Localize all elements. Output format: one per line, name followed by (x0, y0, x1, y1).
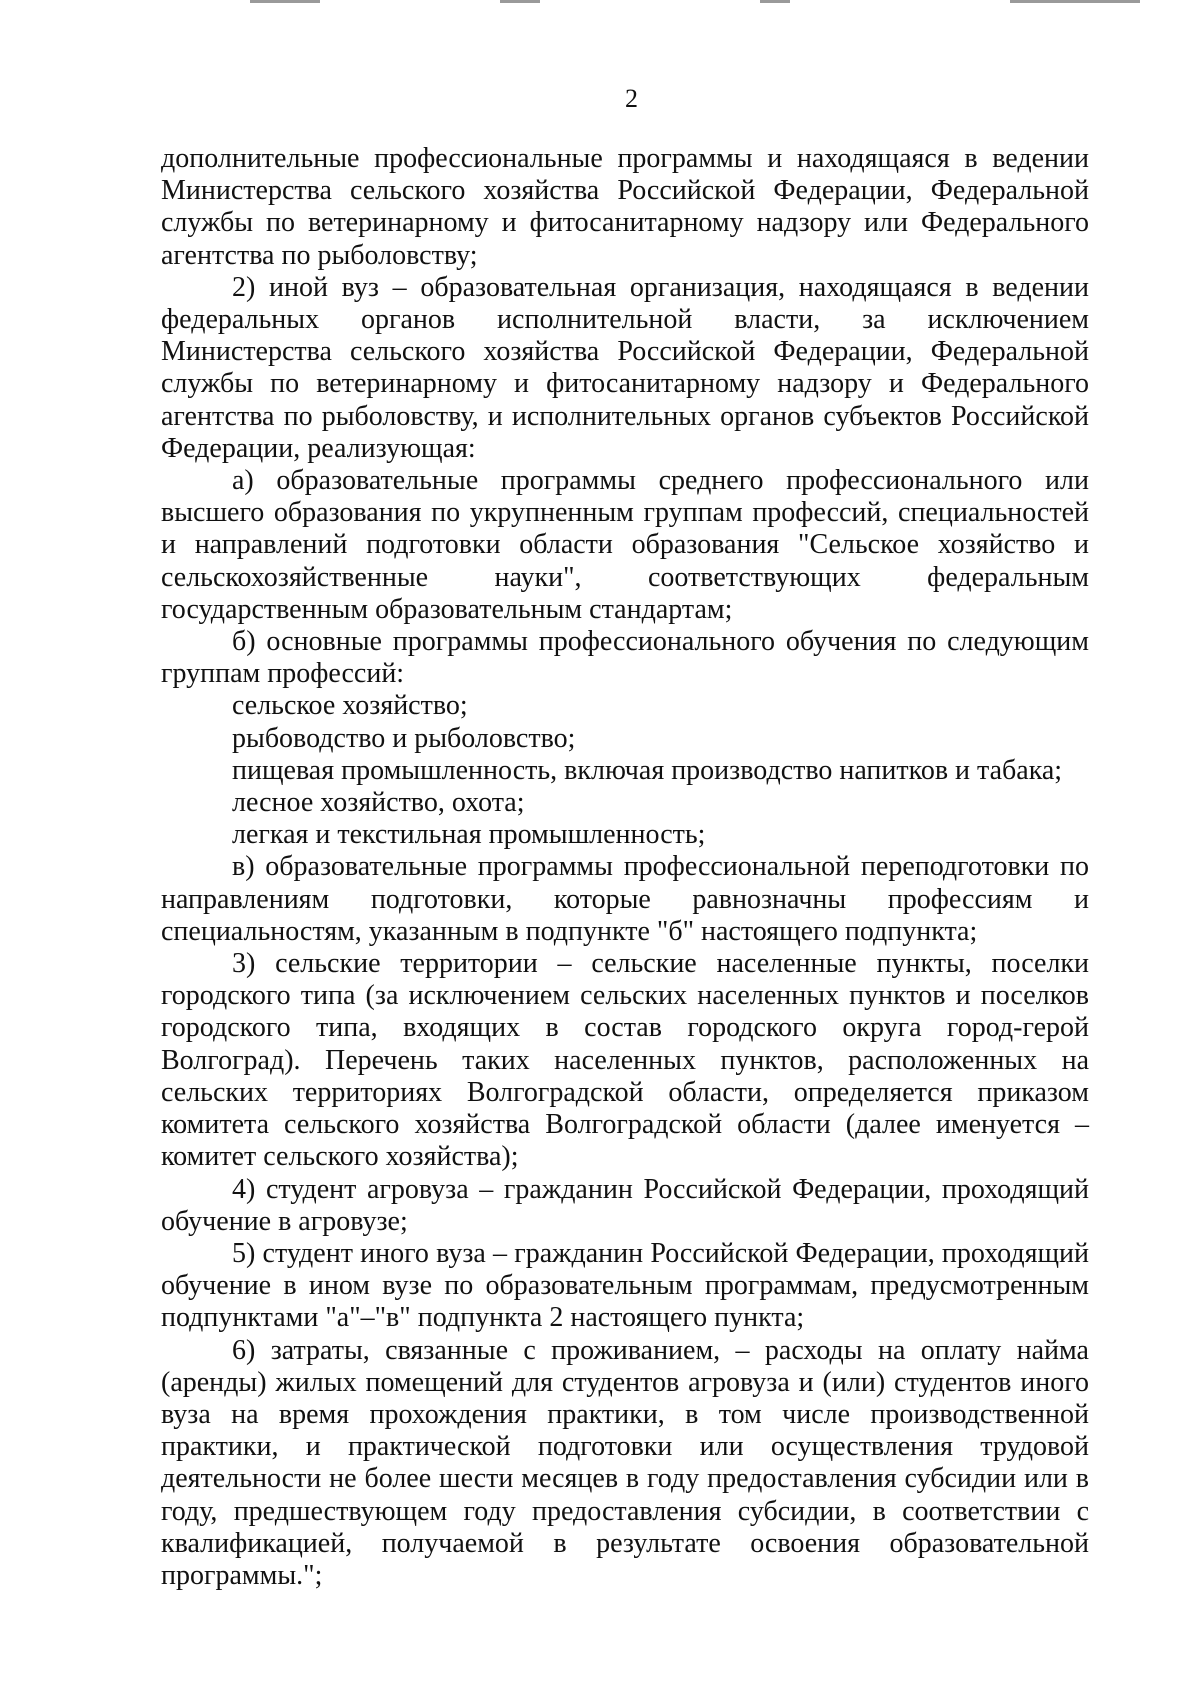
paragraph-item-6: 6) затраты, связанные с проживанием, – расходы на оплату найма (аренды) жилых помещений для студентов агровуза и (или) студентов иного вуза на время прохождения практики, в том числе производственной практики, и практической подготовки или осуществления трудовой деятельности не более шести месяцев в году предоставления субсидии или в году, предшествующем году предоставления субсидии, в соответствии с квалификацией, получаемой в результате освоения образовательной программы."; (161, 1334, 1089, 1591)
paragraph-item-5: 5) студент иного вуза – гражданин Российской Федерации, проходящий обучение в ином вузе по образовательным программам, предусмотренным подпунктами "а"–"в" подпункта 2 настоящего пункта; (161, 1237, 1089, 1334)
paragraph-subitem-v: в) образовательные программы профессиональной переподготовки по направлениям подготовки, которые равнозначны профессиям и специальностям, указанным в подпункте "б" настоящего подпункта; (161, 851, 1089, 947)
list-item-profession-group: сельское хозяйство; (232, 690, 468, 722)
list-item-profession-group: пищевая промышленность, включая производство напитков и табака; (232, 754, 1063, 786)
page-number: 2 (625, 84, 638, 113)
list-item-profession-group: лесное хозяйство, охота; (232, 787, 525, 819)
scan-edge-mark (760, 0, 790, 3)
list-item-profession-group: легкая и текстильная промышленность; (232, 819, 706, 851)
paragraph-item-3: 3) сельские территории – сельские населенные пункты, поселки городского типа (за исключением сельских населенных пунктов и поселков городского типа, входящих в состав городского округа город-герой Волгоград). Перечень таких населенных пунктов, расположенных на сельских территориях Волгоградской области, определяется приказом комитета сельского хозяйства Волгоградской области (далее именуется – комитет сельского хозяйства); (161, 948, 1089, 1173)
list-item-profession-group: рыбоводство и рыболовство; (232, 722, 576, 754)
paragraph-subitem-a: а) образовательные программы среднего профессионального или высшего образования по укрупненным группам профессий, специальностей и направлений подготовки области образования "Сельское хозяйство и сельскохозяйственные науки", соответствующих федеральным государственным образовательным стандартам; (161, 465, 1089, 625)
paragraph-item-2: 2) иной вуз – образовательная организация, находящаяся в ведении федеральных органов исполнительной власти, за исключением Министерства сельского хозяйства Российской Федерации, Федеральной службы по ветеринарному и фитосанитарному надзору и Федерального агентства по рыболовству, и исполнительных органов субъектов Российской Федерации, реализующая: (161, 271, 1089, 464)
scan-edge-mark (500, 0, 540, 3)
scan-edge-marks (0, 0, 1200, 10)
scan-edge-mark (250, 0, 320, 3)
paragraph-continuation: дополнительные профессиональные программы и находящаяся в ведении Министерства сельского хозяйства Российской Федерации, Федеральной службы по ветеринарному и фитосанитарному надзору или Федерального агентства по рыболовству; (161, 143, 1089, 271)
scan-edge-mark (1010, 0, 1140, 3)
paragraph-item-4: 4) студент агровуза – гражданин Российской Федерации, проходящий обучение в агровузе; (161, 1173, 1089, 1237)
paragraph-subitem-b: б) основные программы профессионального обучения по следующим группам профессий: (161, 626, 1089, 690)
document-body (161, 143, 1089, 1592)
